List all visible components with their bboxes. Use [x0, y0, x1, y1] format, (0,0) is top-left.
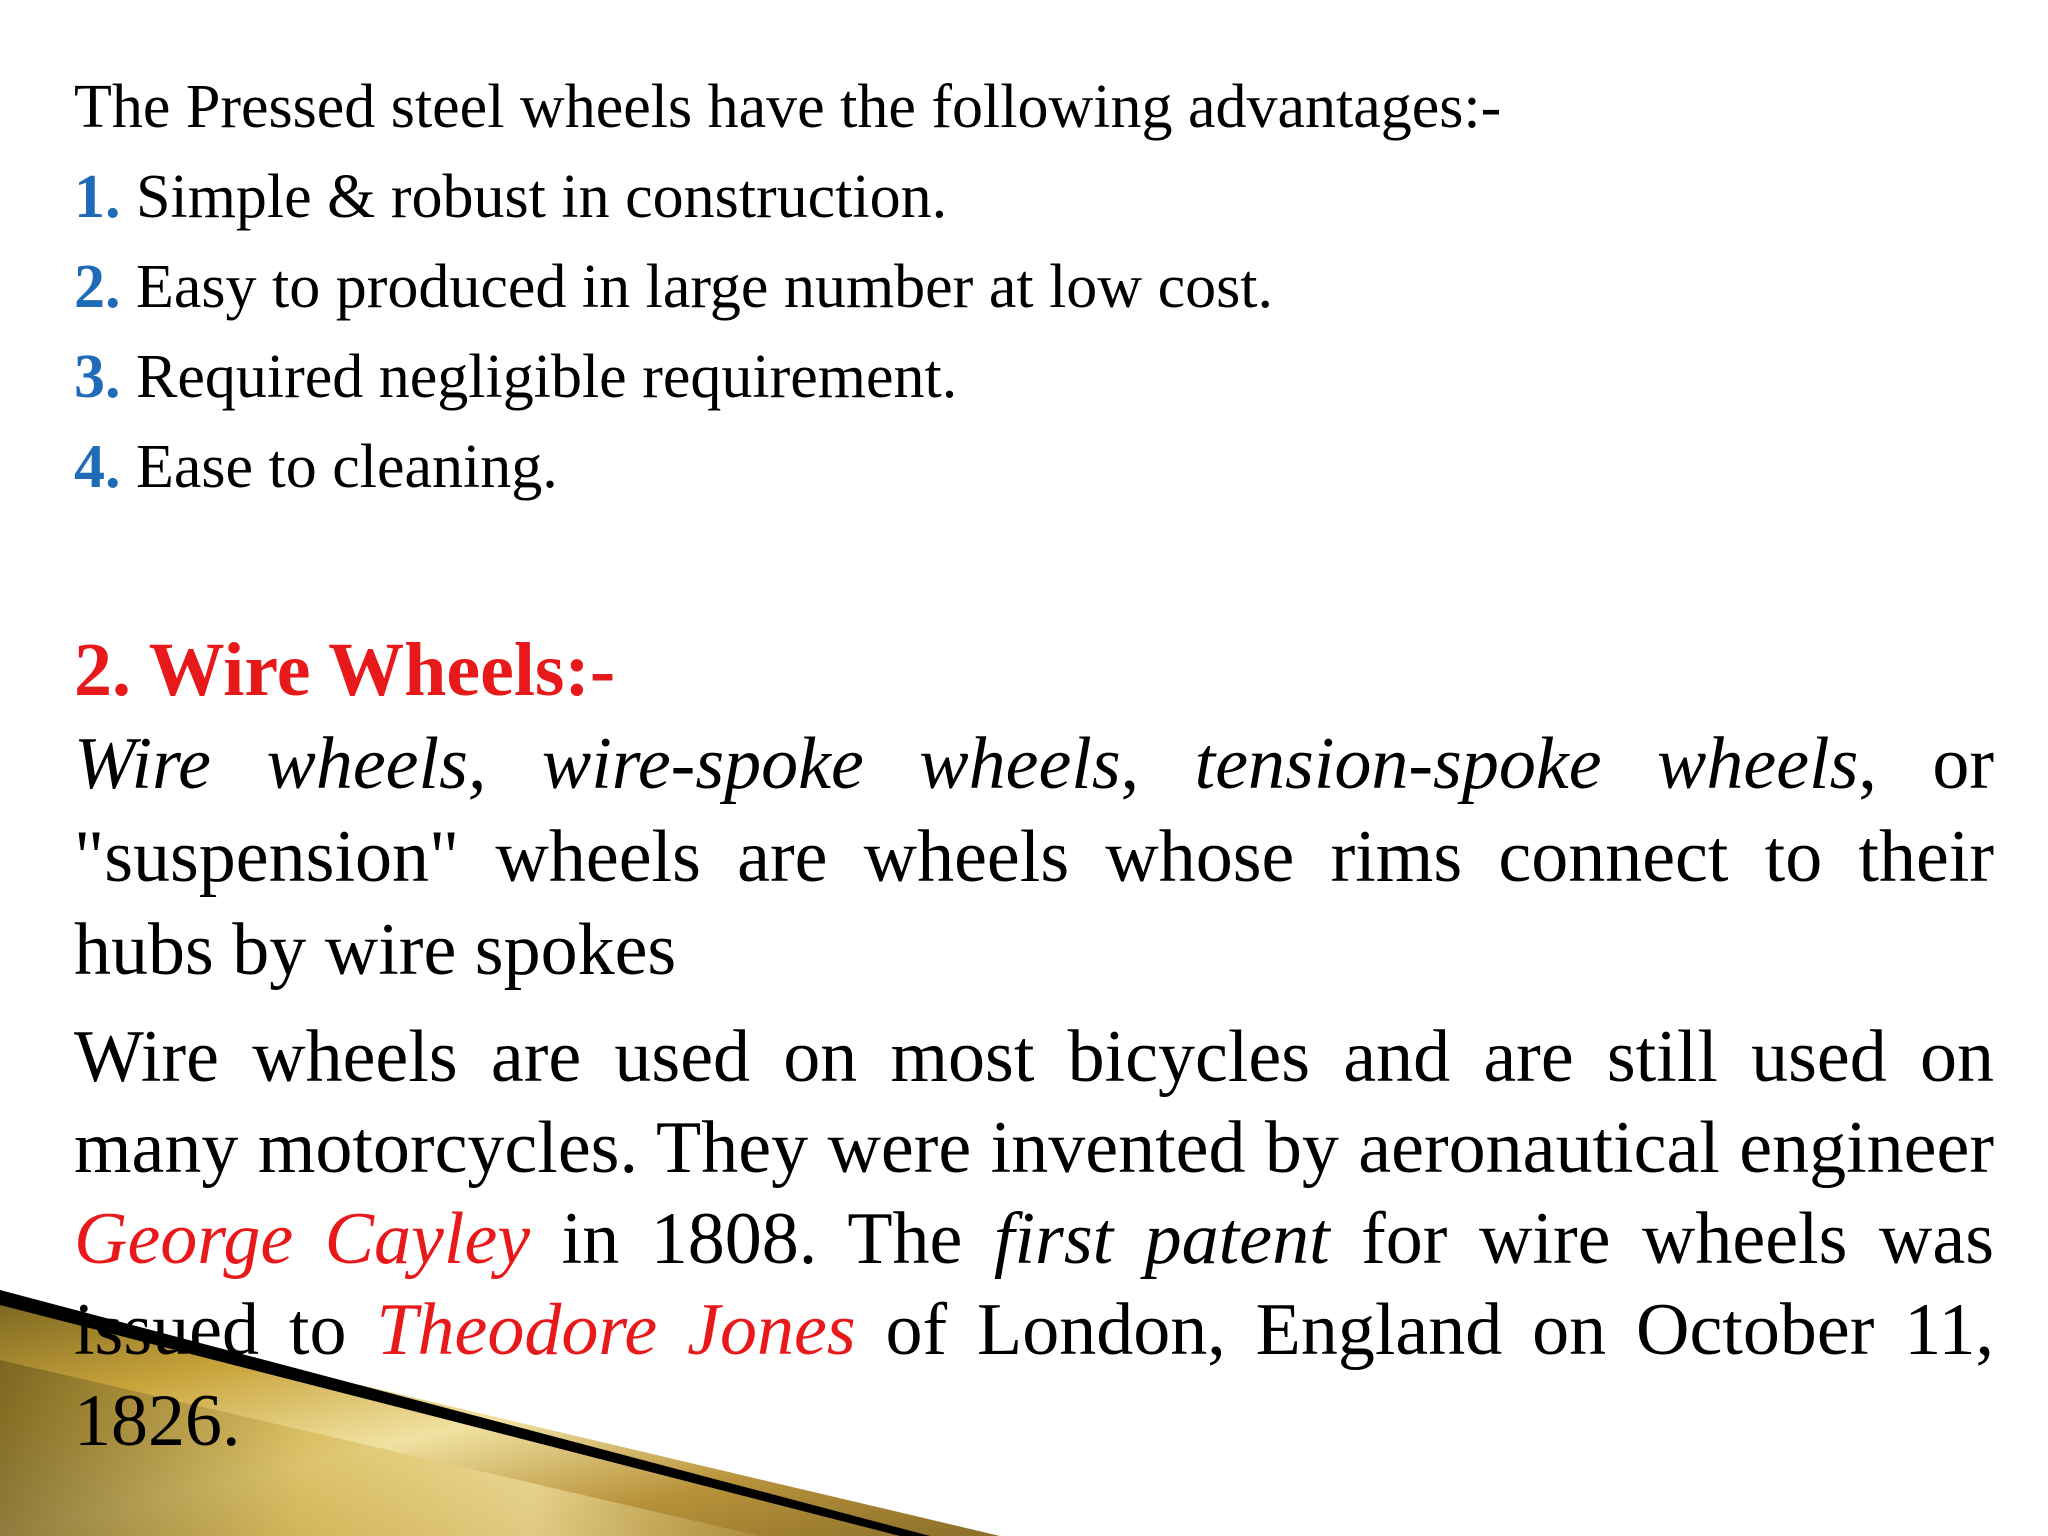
- advantage-text: Ease to cleaning.: [120, 433, 558, 501]
- wire-wheels-definition-paragraph: Wire wheels, wire-spoke wheels, tension-spoke wheels, or "suspension" wheels are wheels whose rims connect to their hubs by wire spokes: [74, 723, 1995, 991]
- term-wire-spoke-wheels: wire-spoke wheels: [541, 723, 1121, 805]
- advantage-item: [74, 422, 1994, 512]
- advantage-text: Required negligible requirement.: [120, 343, 958, 411]
- advantage-number: 2.: [74, 253, 121, 321]
- advantage-text: Simple & robust in construction.: [120, 163, 948, 231]
- advantage-item: [74, 242, 1994, 332]
- term-first-patent: first patent: [993, 1198, 1330, 1280]
- wire-wheels-history-paragraph: Wire wheels are used on most bicycles and are still used on many motorcycles. They were invented by aeronautical engineer George Cayley in 1808. The first patent for wire wheels was issued to Theodore Jones of London, England on October 11, 1826.: [74, 1016, 1994, 1462]
- term-tension-spoke-wheels: tension-spoke wheels: [1194, 723, 1859, 805]
- advantage-item: [74, 332, 1994, 422]
- intro-text: The Pressed steel wheels have the following advantages:-: [74, 73, 1502, 141]
- name-george-cayley: George Cayley: [74, 1198, 531, 1280]
- section-heading: 2. Wire Wheels:-: [74, 628, 616, 712]
- advantage-number: 1.: [74, 163, 121, 231]
- advantage-text: Easy to produced in large number at low cost.: [120, 253, 1273, 321]
- advantage-number: 4.: [74, 433, 121, 501]
- advantages-section: [74, 62, 1994, 512]
- advantage-item: [74, 152, 1994, 242]
- name-theodore-jones: Theodore Jones: [376, 1289, 856, 1371]
- advantage-number: 3.: [74, 343, 121, 411]
- term-wire-wheels: Wire wheels,: [74, 723, 487, 805]
